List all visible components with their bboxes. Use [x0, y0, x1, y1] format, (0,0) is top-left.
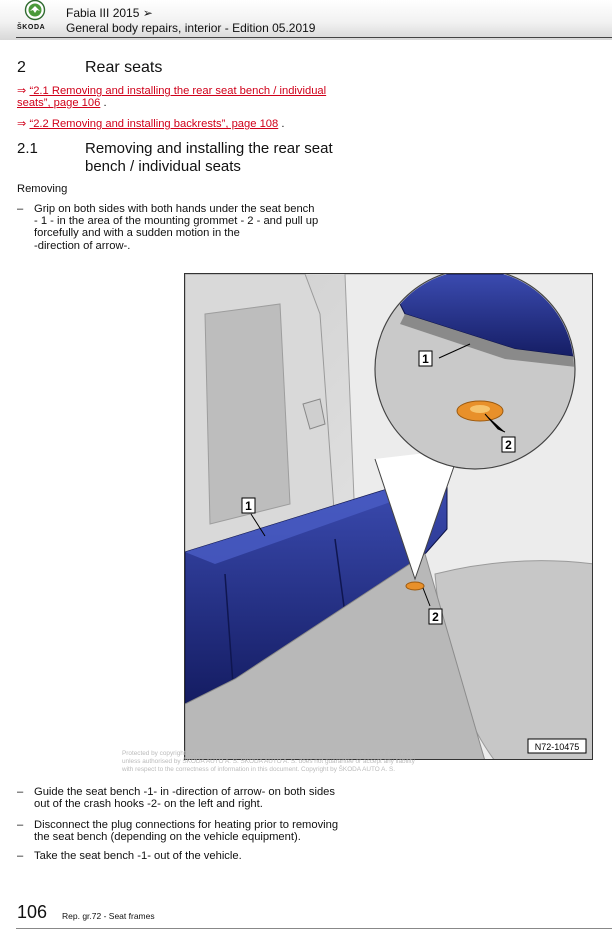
link-2-1[interactable]: [17, 85, 326, 109]
step-3-text: [34, 819, 338, 843]
callout-2-magnified: 2: [505, 438, 512, 452]
link-tail: .: [278, 118, 285, 130]
link-2-2[interactable]: [17, 118, 284, 130]
disclaimer-line: with respect to the correctness of information in this document. Copyright by ŠKODA AUTO A. S.: [122, 766, 396, 773]
copyright-disclaimer: [122, 750, 492, 774]
section-title: Rear seats: [85, 59, 163, 76]
link-text[interactable]: “2.2 Removing and installing backrests”, page 108: [29, 118, 279, 130]
footer-divider: [16, 928, 612, 929]
step-dash: –: [17, 819, 24, 831]
figure-id: N72-10475: [534, 742, 580, 752]
link-text-continued[interactable]: seats”, page 106: [17, 97, 101, 109]
step-line: Take the seat bench -1- out of the vehicle.: [34, 850, 242, 862]
step-dash: –: [17, 786, 24, 798]
link-arrow-icon: ⇒: [17, 118, 30, 130]
subsection-title: [85, 140, 333, 176]
step-line: out of the crash hooks -2- on the left and right.: [34, 798, 263, 811]
manual-subtitle: General body repairs, interior - Edition 05.2019: [66, 21, 316, 35]
removing-label: Removing: [17, 183, 68, 195]
illustration-svg: [185, 274, 593, 760]
section-number: 2: [17, 59, 26, 76]
page-number: 106: [17, 902, 48, 922]
skoda-logo-icon: [20, 0, 50, 22]
step-1-text: [34, 203, 318, 252]
footer-chapter: Rep. gr.72 - Seat frames: [62, 911, 155, 921]
step-2-text: [34, 786, 335, 810]
disclaimer-line: Protected by copyright. Copying for private or commercial purposes, in part or in whole, is not permitted: [122, 750, 414, 757]
step-line: Grip on both sides with both hands under the seat bench: [34, 203, 315, 215]
seat-bench-illustration: [184, 273, 593, 760]
step-line: Guide the seat bench -1- in -direction of arrow- on both sides: [34, 786, 335, 798]
page-header: [0, 0, 612, 40]
step-line: the seat bench (depending on the vehicle equipment).: [34, 831, 301, 844]
step-line: -direction of arrow-.: [34, 239, 131, 252]
disclaimer-line: unless authorised by ŠKODA AUTO A. S. ŠKODA AUTO A. S. does not guarantee or accept any liability: [122, 758, 415, 765]
callout-1-bench: 1: [245, 499, 252, 513]
brand-name: ŠKODA: [17, 24, 46, 31]
subsection-title-line2: bench / individual seats: [85, 158, 241, 175]
step-line: Disconnect the plug connections for heating prior to removing: [34, 819, 339, 831]
subsection-title-line1: Removing and installing the rear seat: [85, 140, 333, 157]
manual-model: Fabia III 2015 ➢: [66, 6, 153, 20]
subsection-number: 2.1: [17, 140, 38, 157]
link-text[interactable]: “2.1 Removing and installing the rear seat bench / individual: [29, 85, 327, 97]
callout-2-hook: 2: [432, 610, 439, 624]
step-line: forcefully and with a sudden motion in the: [34, 227, 240, 240]
callout-1-magnified: 1: [422, 352, 429, 366]
step-dash: –: [17, 203, 24, 215]
header-divider: [16, 37, 612, 38]
step-4-text: [34, 850, 242, 862]
link-tail: .: [100, 97, 107, 109]
link-arrow-icon: ⇒: [17, 85, 30, 97]
step-line: - 1 - in the area of the mounting grommet - 2 - and pull up: [34, 215, 319, 228]
step-dash: –: [17, 850, 24, 862]
